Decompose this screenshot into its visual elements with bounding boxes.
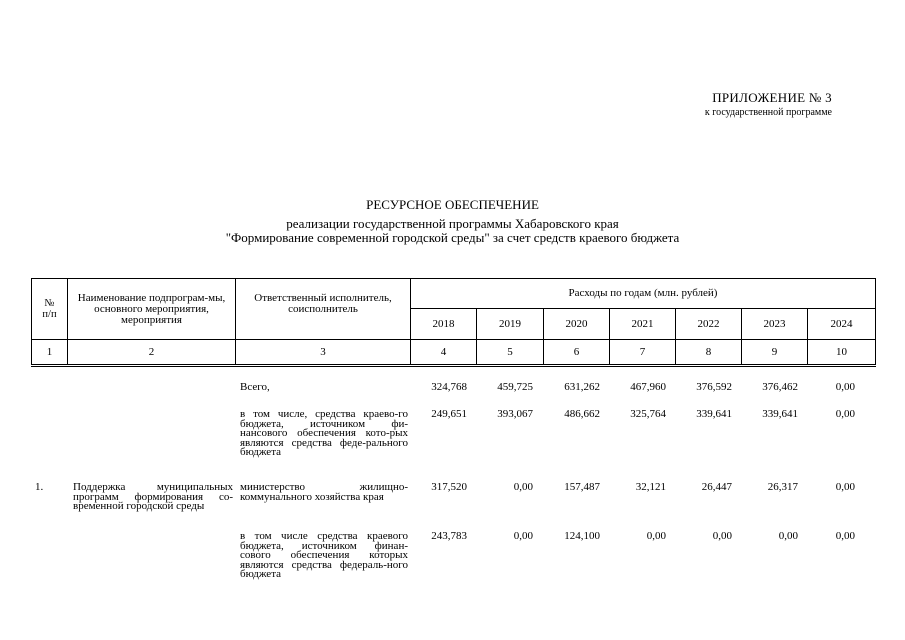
row-value-2018: 317,520 <box>431 481 467 493</box>
row-value-2022: 376,592 <box>696 381 732 393</box>
year-cell: 2023 <box>742 309 808 340</box>
row-value-2022: 339,641 <box>696 408 732 420</box>
column-number: 2 <box>68 340 236 366</box>
row-value-2021: 467,960 <box>630 381 666 393</box>
row-value-2018: 324,768 <box>431 381 467 393</box>
row-num: 1. <box>35 481 44 493</box>
title-line-3: "Формирование современной городской среды" за счет средств краевого бюджета <box>225 230 680 245</box>
title-line-2: реализации государственной программы Хабаровского края <box>286 216 619 231</box>
column-number: 8 <box>676 340 742 366</box>
header-executor-label: Ответственный исполнитель, соисполнитель <box>254 292 392 315</box>
row-value-2023: 376,462 <box>762 381 798 393</box>
row-name: Поддержка муниципальных программ формирования со-временной городской среды <box>73 481 233 512</box>
row-value-2024: 0,00 <box>835 381 855 393</box>
row-value-2023: 339,641 <box>762 408 798 420</box>
row-value-2018: 249,651 <box>431 408 467 420</box>
row-value-2024: 0,00 <box>835 408 855 420</box>
row-value-2022: 26,447 <box>701 481 732 493</box>
row-value-2019: 0,00 <box>513 530 533 542</box>
title-line-1: РЕСУРСНОЕ ОБЕСПЕЧЕНИЕ <box>366 197 539 212</box>
row-value-2020: 486,662 <box>564 408 600 420</box>
row-value-2021: 0,00 <box>646 530 666 542</box>
appendix-number: ПРИЛОЖЕНИЕ № 3 <box>712 90 832 105</box>
row-value-2021: 32,121 <box>635 481 666 493</box>
row-value-2021: 325,764 <box>630 408 666 420</box>
year-cell: 2021 <box>610 309 676 340</box>
header-expenses: Расходы по годам (млн. рублей) <box>411 279 876 309</box>
year-cell: 2019 <box>477 309 544 340</box>
year-cell: 2022 <box>676 309 742 340</box>
row-value-2022: 0,00 <box>712 530 732 542</box>
column-number: 7 <box>610 340 676 366</box>
row-executor: в том числе средства краевого бюджета, источником финан-сового обеспечения которых являются средства федераль-ного бюджета <box>240 530 408 580</box>
row-value-2024: 0,00 <box>835 530 855 542</box>
row-executor: министерство жилищно-коммунального хозяйства края <box>240 481 408 503</box>
row-executor: в том числе, средства краево-го бюджета, источником фи-нансового обеспечения кото-рых являются средства феде-рального бюджета <box>240 408 408 458</box>
row-value-2018: 243,783 <box>431 530 467 542</box>
year-cell: 2018 <box>411 309 477 340</box>
appendix-block <box>705 90 832 119</box>
row-value-2024: 0,00 <box>835 481 855 493</box>
header-name <box>68 279 236 340</box>
header-name-label: Наименование подпрограм-мы, основного мероприятия, мероприятия <box>77 291 226 326</box>
column-number: 4 <box>411 340 477 366</box>
row-executor: Всего, <box>240 381 270 393</box>
document-title <box>0 197 905 245</box>
row-value-2020: 124,100 <box>564 530 600 542</box>
header-executor <box>236 279 411 340</box>
row-value-2019: 0,00 <box>513 481 533 493</box>
header-num <box>32 279 68 340</box>
column-number: 5 <box>477 340 544 366</box>
year-cell: 2024 <box>808 309 876 340</box>
year-cell: 2020 <box>544 309 610 340</box>
column-number: 10 <box>808 340 876 366</box>
row-value-2020: 631,262 <box>564 381 600 393</box>
row-value-2020: 157,487 <box>564 481 600 493</box>
column-number: 6 <box>544 340 610 366</box>
row-value-2019: 459,725 <box>497 381 533 393</box>
header-num-label: № п/п <box>42 298 57 320</box>
row-value-2019: 393,067 <box>497 408 533 420</box>
appendix-subtitle: к государственной программе <box>704 107 832 118</box>
row-value-2023: 26,317 <box>767 481 798 493</box>
column-number: 1 <box>32 340 68 366</box>
column-number: 9 <box>742 340 808 366</box>
column-numbers-row <box>32 340 876 366</box>
row-value-2023: 0,00 <box>778 530 798 542</box>
table-header <box>31 278 876 367</box>
column-number: 3 <box>236 340 411 366</box>
